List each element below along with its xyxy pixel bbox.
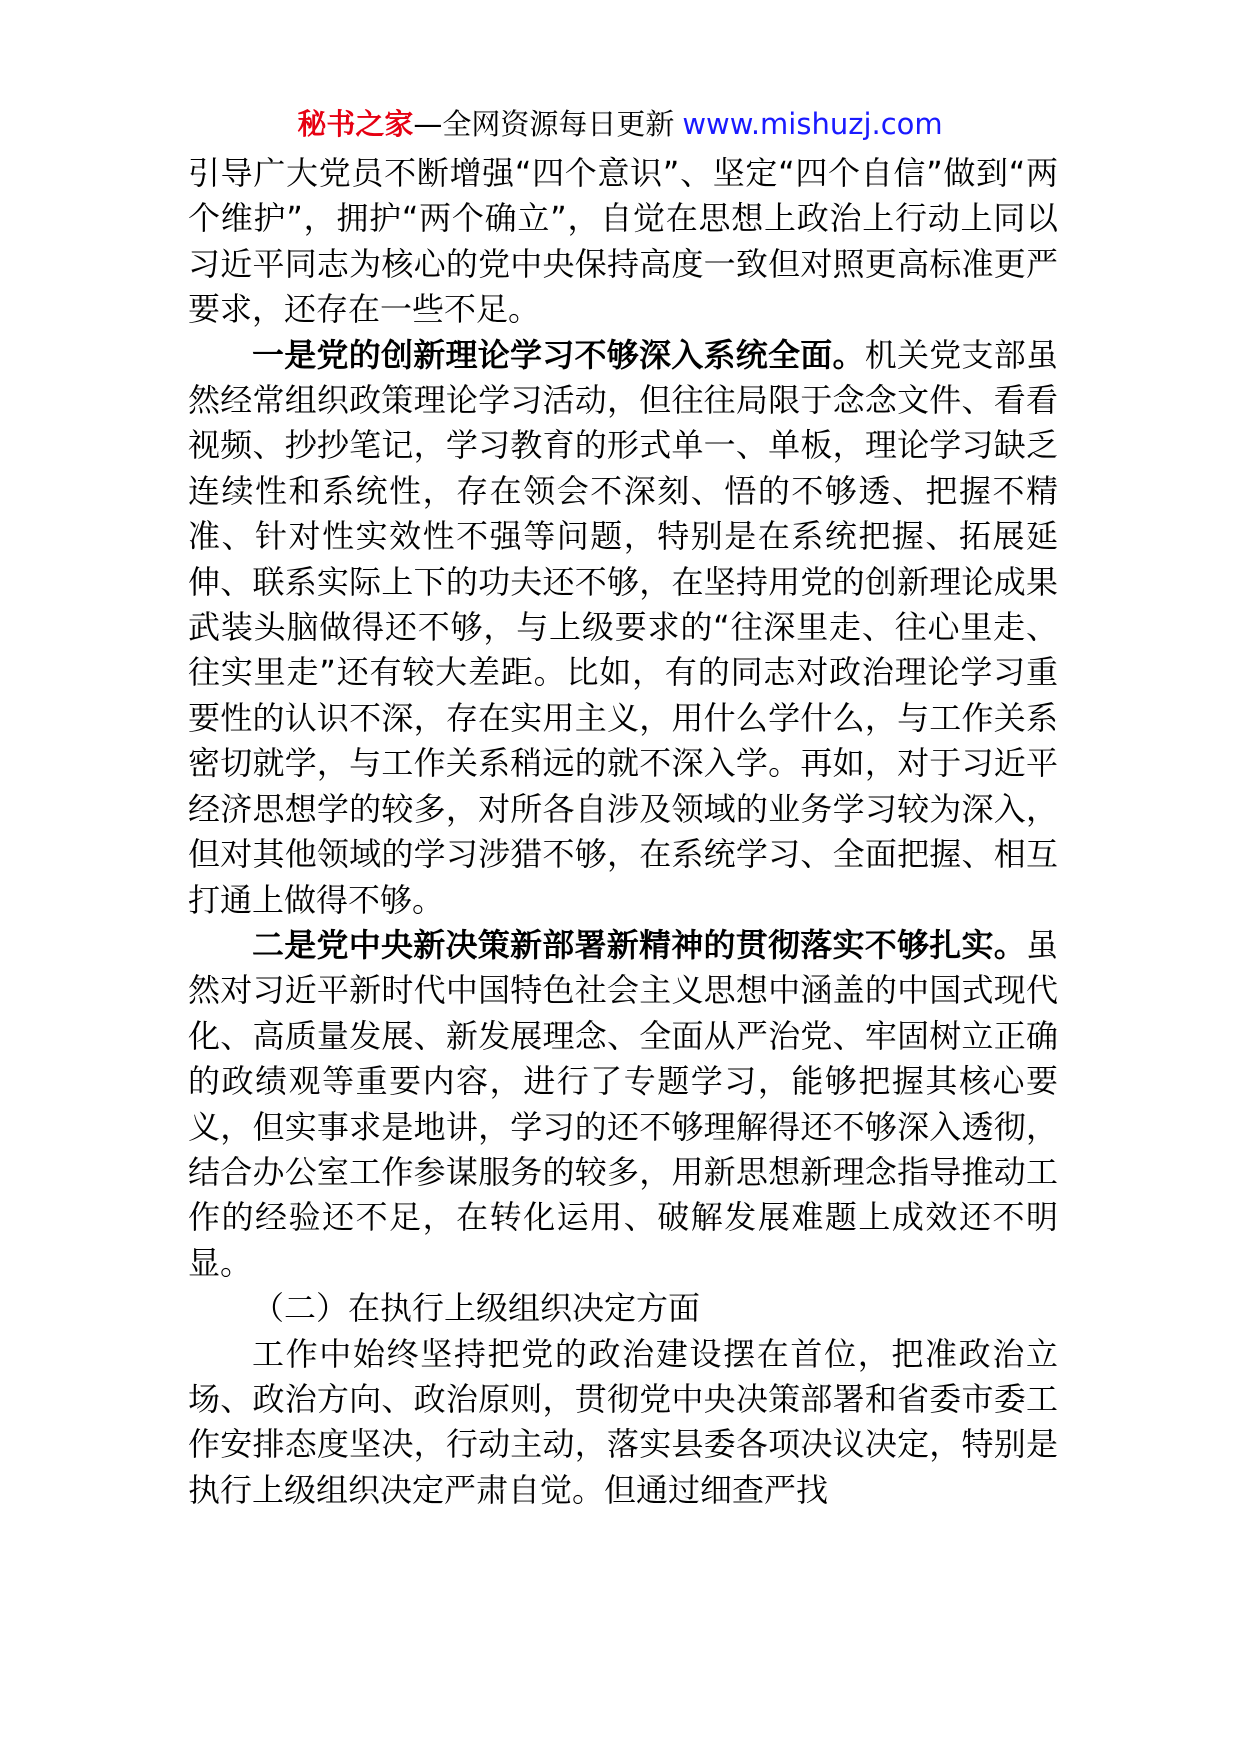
point-one-text: 机关党支部虽然经常组织政策理论学习活动，但往往局限于念念文件、看看视频、抄抄笔记，学习教育的形式单一、单板，理论学习缺乏连续性和系统性，存在领会不深刻、悟的不够透、把握不精准、针对性实效性不强等问题，特别是在系统把握、拓展延伸、联系实际上下的功夫还不够，在坚持用党的创新理论成果武装头脑做得还不够，与上级要求的“往深里走、往心里走、往实里走”还有较大差距。比如，有的同志对政治理论学习重要性的认识不深，存在实用主义，用什么学什么，与工作关系密切就学，与工作关系稍远的就不深入学。再如，对于习近平经济思想学的较多，对所各自涉及领域的业务学习较为深入，但对其他领域的学习涉猎不够，在系统学习、全面把握、相互打通上做得不够。 (188, 335, 1058, 919)
page-header (0, 100, 1240, 148)
section-heading: （二）在执行上级组织决定方面 (252, 1289, 701, 1328)
header-tagline: 全网资源每日更新 (442, 107, 675, 141)
point-two-heading: 二是党中央新决策新部署新精神的贯彻落实不够扎实。 (252, 925, 1026, 964)
paragraph-intro: 引导广大党员不断增强“四个意识”、坚定“四个自信”做到“两个维护”，拥护“两个确立”，自觉在思想上政治上行动上同以习近平同志为核心的党中央保持高度一致但对照更高标准更严要求，还存在一些不足。 (188, 154, 1058, 329)
header-dash: — (413, 107, 443, 141)
document-body (188, 151, 1058, 1513)
point-two-text: 虽然对习近平新时代中国特色社会主义思想中涵盖的中国式现代化、高质量发展、新发展理念、全面从严治党、牢固树立正确的政绩观等重要内容，进行了专题学习，能够把握其核心要义，但实事求是地讲，学习的还不够理解得还不够深入透彻，结合办公室工作参谋服务的较多，用新思想新理念指导推动工作的经验还不足，在转化运用、破解发展难题上成效还不明显。 (188, 925, 1058, 1282)
point-one-heading: 一是党的创新理论学习不够深入系统全面。 (252, 335, 865, 374)
paragraph-point-two (188, 923, 1058, 1286)
paragraph-point-one (188, 333, 1058, 923)
header-url-link[interactable]: www.mishuzj.com (682, 107, 943, 141)
paragraph-section-text: 工作中始终坚持把党的政治建设摆在首位，把准政治立场、政治方向、政治原则，贯彻党中央决策部署和省委市委工作安排态度坚决，行动主动，落实县委各项决议决定，特别是执行上级组织决定严肃自觉。但通过细查严找 (188, 1334, 1058, 1509)
header-brand: 秘书之家 (297, 107, 414, 141)
